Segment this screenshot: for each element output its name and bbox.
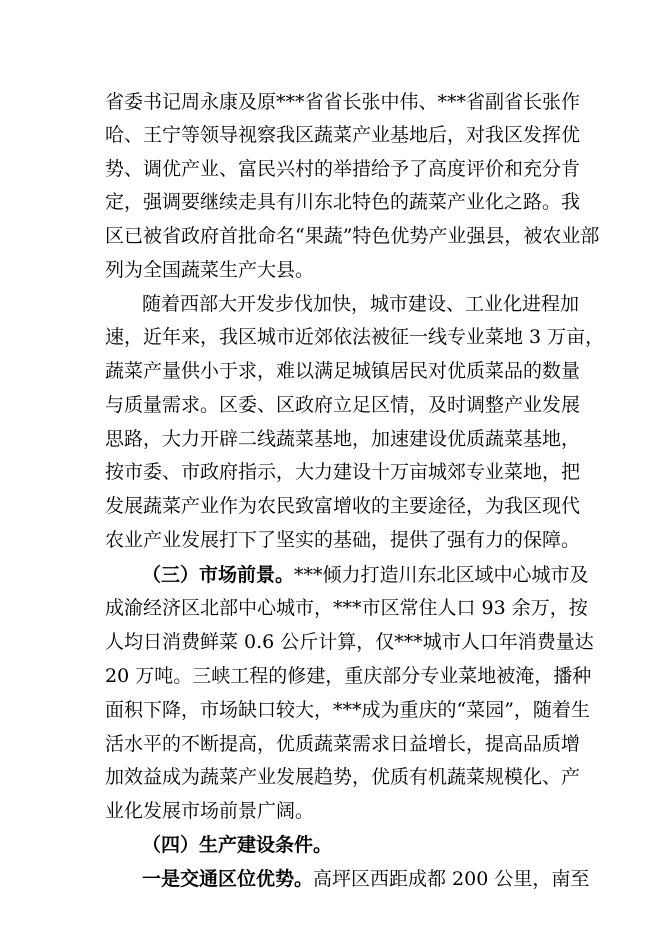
text-line <box>105 123 581 147</box>
text-line <box>105 359 581 383</box>
text-line <box>105 494 581 518</box>
text-line <box>142 563 589 587</box>
text-line <box>105 732 581 756</box>
text-line <box>142 833 545 857</box>
line-text: 成渝经济区北部中心城市，***市区常住人口 93 余万，按 <box>105 597 588 619</box>
text-line <box>105 698 590 722</box>
line-text: 哈、王宁等领导视察我区蔬菜产业基地后，对我区发挥优 <box>105 124 581 146</box>
line-text: 业化发展市场前景广阔。 <box>105 800 315 822</box>
section-heading: （四）生产建设条件。 <box>142 834 333 856</box>
text-line <box>105 90 581 114</box>
line-text: 活水平的不断提高，优质蔬菜需求日益增长，提高品质增 <box>105 733 581 755</box>
line-text: 发展蔬菜产业作为农民致富增收的主要途径，为我区现代 <box>105 495 581 517</box>
text-line <box>142 292 580 316</box>
line-text: 面积下降，市场缺口较大，***成为重庆的“菜园”，随着生 <box>105 699 590 721</box>
line-text: 思路，大力开辟二线蔬菜基地，加速建设优质蔬菜基地， <box>105 428 581 450</box>
text-line <box>105 630 594 654</box>
line-text: 势、调优产业、富民兴村的举措给予了高度评价和充分肯 <box>105 158 581 180</box>
line-text: 人均日消费鲜菜 0.6 公斤计算，仅***城市人口年消费量达 <box>105 631 594 653</box>
section-heading: （三）市场前景。 <box>142 564 295 586</box>
line-text: 省委书记周永康及原***省省长张中伟、***省副省长张作 <box>105 91 581 113</box>
line-text: 蔬菜产量供小于求，难以满足城镇居民对优质菜品的数量 <box>105 360 581 382</box>
text-line <box>105 258 545 282</box>
line-text: 高坪区西距成都 200 公里，南至 <box>313 868 590 890</box>
line-text: 速，近年来，我区城市近郊依法被征一线专业菜地 3 万亩， <box>105 326 605 348</box>
line-text: 按市委、市政府指示，大力建设十万亩城郊专业菜地，把 <box>105 461 581 483</box>
text-line <box>142 867 590 891</box>
text-line <box>105 427 581 451</box>
text-line <box>105 157 581 181</box>
line-text: 与质量需求。区委、区政府立足区情，及时调整产业发展 <box>105 394 581 416</box>
text-line <box>105 190 581 214</box>
line-text: 20 万吨。三峡工程的修建，重庆部分专业菜地被淹，播种 <box>105 665 592 687</box>
text-line <box>105 596 588 620</box>
text-line <box>105 765 581 789</box>
text-line <box>105 664 592 688</box>
text-line <box>105 224 600 248</box>
text-line <box>105 460 581 484</box>
line-text: ***倾力打造川东北区域中心城市及 <box>294 564 589 586</box>
line-text: 区已被省政府首批命名“果蔬”特色优势产业强县，被农业部 <box>105 225 600 247</box>
text-line <box>105 528 581 552</box>
line-text: 定，强调要继续走具有川东北特色的蔬菜产业化之路。我 <box>105 191 581 213</box>
section-heading: 一是交通区位优势。 <box>142 868 314 890</box>
text-line <box>105 799 545 823</box>
text-line <box>105 325 605 349</box>
text-line <box>105 393 581 417</box>
line-text: 列为全国蔬菜生产大县。 <box>105 259 315 281</box>
line-text: 随着西部大开发步伐加快，城市建设、工业化进程加 <box>142 293 580 315</box>
line-text: 农业产业发展打下了坚实的基础，提供了强有力的保障。 <box>105 529 581 551</box>
line-text: 加效益成为蔬菜产业发展趋势，优质有机蔬菜规模化、产 <box>105 766 581 788</box>
